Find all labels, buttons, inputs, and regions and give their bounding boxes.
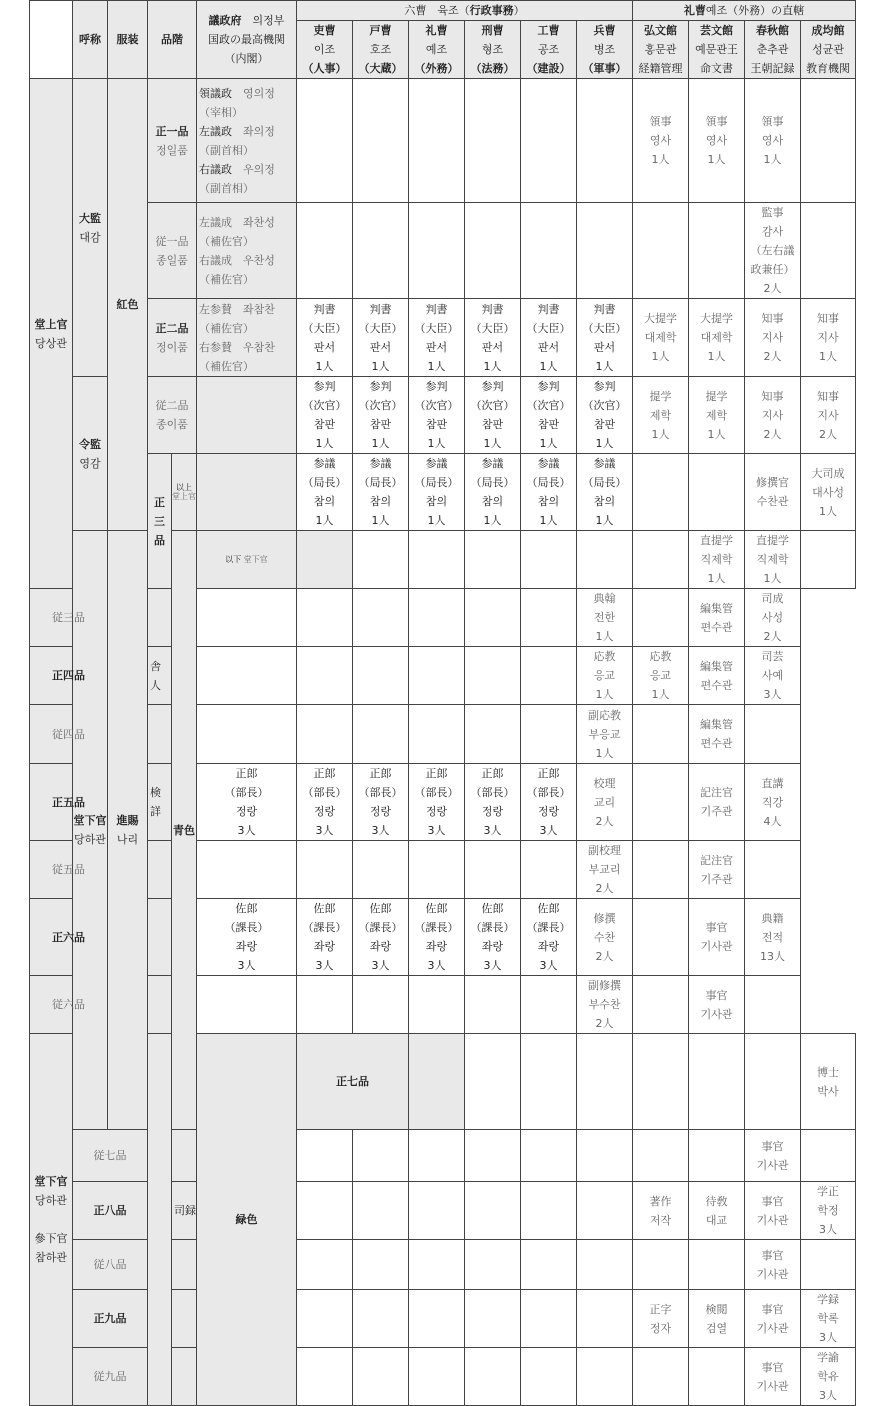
- hongmungwan-cell: 校理 교리 2人: [577, 764, 633, 841]
- uijeongbu-cell: [197, 377, 297, 454]
- table-cell: [465, 1240, 521, 1290]
- table-cell: [409, 203, 465, 299]
- hongmungwan-cell: 大提学 대제학 1人: [633, 299, 689, 377]
- table-cell: [465, 589, 521, 647]
- chunchugwan-cell: 修撰官 수찬관: [745, 454, 801, 531]
- table-cell: [521, 841, 577, 899]
- hongmungwan-cell: 副修撰 부수찬 2人: [577, 976, 633, 1034]
- table-cell: [353, 1130, 409, 1182]
- table-cell: [521, 203, 577, 299]
- hyeongjo-cell: 参判 （次官） 참판 1人: [465, 377, 521, 454]
- hongmungwan-cell: 提学 제학 1人: [633, 377, 689, 454]
- table-cell: [577, 1290, 633, 1348]
- byeongjo-cell: 佐郎 （課長） 좌랑 3人: [521, 899, 577, 976]
- table-cell: [801, 1130, 856, 1182]
- table-cell: [297, 1182, 353, 1240]
- header-col-yemungwan: 芸文館 예문관王 命文書: [689, 21, 745, 79]
- hongmungwan-cell: 博士 박사: [801, 1034, 856, 1130]
- table-cell: [465, 1348, 521, 1406]
- table-cell: [409, 1130, 465, 1182]
- table-cell: [297, 79, 353, 203]
- table-cell: [409, 1240, 465, 1290]
- table-cell: [297, 1130, 353, 1182]
- seonggyungwan-cell: 知事 지사 1人: [801, 299, 856, 377]
- seonggyungwan-cell: 司芸 사예 3人: [745, 647, 801, 705]
- group-dangsanggwan: 堂上官 당상관: [30, 79, 73, 589]
- table-cell: [197, 705, 297, 764]
- table-cell: [633, 531, 689, 589]
- table-cell: [353, 1182, 409, 1240]
- table-cell: [577, 1240, 633, 1290]
- rank-cell: 従三品: [30, 589, 108, 647]
- group-nari-cont: [148, 1034, 172, 1406]
- table-cell: [633, 454, 689, 531]
- ijo-cell: 正郎 （部長） 정랑 3人: [197, 764, 297, 841]
- uijeongbu-cell: [172, 1290, 197, 1348]
- table-cell: [801, 1240, 856, 1290]
- hongmungwan-cell: 応教 응교 1人: [577, 647, 633, 705]
- table-cell: [745, 705, 801, 764]
- table-cell: [633, 203, 689, 299]
- table-cell: [577, 203, 633, 299]
- hongmungwan-cell: 著作 저작: [633, 1182, 689, 1240]
- table-cell: [633, 1240, 689, 1290]
- hongmungwan-cell: 正字 정자: [633, 1290, 689, 1348]
- table-cell: [353, 647, 409, 705]
- table-cell: [353, 1348, 409, 1406]
- table-cell: [297, 976, 353, 1034]
- table-cell: [297, 203, 353, 299]
- rank-cell: 正七品: [297, 1034, 409, 1130]
- rank-cell: 正四品: [30, 647, 108, 705]
- hyeongjo-cell: 参議 （局長） 참의 1人: [465, 454, 521, 531]
- table-cell: [633, 589, 689, 647]
- rank-cell: 従九品: [73, 1348, 148, 1406]
- corner-cell: [30, 1, 73, 79]
- seonggyungwan-cell: 知事 지사 2人: [801, 377, 856, 454]
- hyeongjo-cell: 正郎 （部長） 정랑 3人: [409, 764, 465, 841]
- table-cell: [689, 1348, 745, 1406]
- table-cell: [409, 705, 465, 764]
- hojo-cell: 参議 （局長） 참의 1人: [353, 454, 409, 531]
- table-cell: [353, 79, 409, 203]
- chunchugwan-cell: 事官 기사관: [745, 1348, 801, 1406]
- table-cell: [297, 1348, 353, 1406]
- yemungwan-cell: 応教 응교 1人: [633, 647, 689, 705]
- hojo-cell: 佐郎 （課長） 좌랑 3人: [297, 899, 353, 976]
- uijeongbu-cell: 左議成 좌찬성 （補佐官） 右議成 우찬성 （補佐官）: [197, 203, 297, 299]
- uijeongbu-cell: [148, 841, 172, 899]
- uijeongbu-cell: [197, 454, 297, 531]
- table-cell: [633, 1348, 689, 1406]
- chunchugwan-cell: 事官 기사관: [689, 899, 745, 976]
- table-cell: [521, 705, 577, 764]
- table-cell: [353, 589, 409, 647]
- table-cell: [197, 841, 297, 899]
- table-cell: [689, 203, 745, 299]
- rank-cell: 正二品 정이품: [148, 299, 197, 377]
- hojo-cell: 判書 （大臣） 판서 1人: [353, 299, 409, 377]
- table-cell: [297, 1290, 353, 1348]
- chunchugwan-cell: 編集管 편수관: [689, 647, 745, 705]
- table-cell: [465, 531, 521, 589]
- table-cell: [689, 454, 745, 531]
- table-cell: [521, 1034, 577, 1130]
- table-cell: [409, 1348, 465, 1406]
- rank-table-container: [29, 0, 855, 1406]
- rank-cell: 従四品: [30, 705, 108, 764]
- group-blue: 青色: [172, 531, 197, 1130]
- header-col-hyeongjo: 刑曹 형조 （法務）: [465, 21, 521, 79]
- header-col-ijo: 吏曹 이조 （人事）: [297, 21, 353, 79]
- rank-cell: 従七品: [73, 1130, 148, 1182]
- table-cell: [465, 1130, 521, 1182]
- rank-cell: 従一品 종일품: [148, 203, 197, 299]
- rank-cell: 正一品 정일품: [148, 79, 197, 203]
- uijeongbu-cell: [172, 1240, 197, 1290]
- table-cell: [577, 531, 633, 589]
- chunchugwan-cell: 編集管 편수관: [689, 589, 745, 647]
- table-cell: [353, 841, 409, 899]
- chunchugwan-cell: 領事 영사 1人: [745, 79, 801, 203]
- uijeongbu-cell: [148, 705, 172, 764]
- table-cell: [521, 79, 577, 203]
- table-cell: [409, 1182, 465, 1240]
- rank-cell: 従五品: [30, 841, 108, 899]
- rank-cell: 正六品: [30, 899, 108, 976]
- chunchugwan-cell: 事官 기사관: [745, 1290, 801, 1348]
- ijo-cell: 参判 （次官） 참판 1人: [297, 377, 353, 454]
- header-uijeongbu: 議政府 의정부 国政の最高機関 （内閣）: [197, 1, 297, 79]
- table-cell: [465, 1290, 521, 1348]
- uijeongbu-cell: [148, 976, 172, 1034]
- table-cell: [521, 1290, 577, 1348]
- table-cell: [577, 1034, 633, 1130]
- chunchugwan-cell: 記注官 기주관: [689, 841, 745, 899]
- header-pumgye: 品階: [148, 1, 197, 79]
- table-cell: [633, 1034, 689, 1130]
- table-cell: [197, 647, 297, 705]
- table-cell: [465, 79, 521, 203]
- header-col-chunchugwan: 春秋館 춘추관 王朝記録: [745, 21, 801, 79]
- table-cell: [465, 841, 521, 899]
- rank-cell: 従二品 종이품: [148, 377, 197, 454]
- uijeongbu-cell: [148, 589, 172, 647]
- group-red: 紅色: [108, 79, 148, 531]
- chunchugwan-cell: 事官 기사관: [745, 1130, 801, 1182]
- yemungwan-cell: 待敎 대교: [689, 1182, 745, 1240]
- hongmungwan-cell: 領事 영사 1人: [633, 79, 689, 203]
- table-cell: [577, 1348, 633, 1406]
- hojo-cell: 参判 （次官） 참판 1人: [353, 377, 409, 454]
- rank-jeong3-cell: 正 三 品: [148, 454, 172, 589]
- table-cell: [197, 589, 297, 647]
- header-liujo: 六曹 육조（行政事務）: [297, 1, 633, 21]
- table-cell: [197, 976, 297, 1034]
- header-col-yejo: 礼曹 예조 （外務）: [409, 21, 465, 79]
- uijeongbu-cell: [297, 531, 353, 589]
- table-cell: [353, 1290, 409, 1348]
- table-cell: [297, 647, 353, 705]
- table-cell: [465, 705, 521, 764]
- table-cell: [353, 531, 409, 589]
- rank-cell: 従六品: [30, 976, 108, 1034]
- table-cell: [633, 841, 689, 899]
- uijeongbu-cell: [409, 1034, 465, 1130]
- uijeongbu-cell: 検詳: [148, 764, 172, 841]
- table-cell: [465, 203, 521, 299]
- yemungwan-cell: 提学 제학 1人: [689, 377, 745, 454]
- yejo-cell: 参判 （次官） 참판 1人: [409, 377, 465, 454]
- table-cell: [297, 589, 353, 647]
- table-cell: [745, 1034, 801, 1130]
- uijeongbu-cell: 領議政 영의정 （宰相） 左議政 좌의정 （副首相） 右議政 우의정 （副首相）: [197, 79, 297, 203]
- yemungwan-cell: 大提学 대제학 1人: [689, 299, 745, 377]
- chunchugwan-cell: 事官 기사관: [689, 976, 745, 1034]
- table-cell: [465, 1182, 521, 1240]
- table-cell: [297, 1240, 353, 1290]
- table-cell: [409, 647, 465, 705]
- yemungwan-cell: 領事 영사 1人: [689, 79, 745, 203]
- gongjo-cell: 判書 （大臣） 판서 1人: [521, 299, 577, 377]
- table-cell: [465, 647, 521, 705]
- seonggyungwan-cell: 学正 학정 3人: [801, 1182, 856, 1240]
- header-hoching: 呼称: [73, 1, 108, 79]
- gongjo-cell: 参判 （次官） 참판 1人: [521, 377, 577, 454]
- rank-cell: 正八品: [73, 1182, 148, 1240]
- table-cell: [577, 79, 633, 203]
- table-cell: [577, 1182, 633, 1240]
- gongjo-cell: 正郎 （部長） 정랑 3人: [465, 764, 521, 841]
- table-cell: [409, 589, 465, 647]
- rank-cell: 正九品: [73, 1290, 148, 1348]
- ijo-cell: 佐郎 （課長） 좌랑 3人: [197, 899, 297, 976]
- ijo-cell: 参議 （局長） 참의 1人: [297, 454, 353, 531]
- uijeongbu-cell: 左参賛 좌참찬 （補佐官） 右参賛 우참찬 （補佐官）: [197, 299, 297, 377]
- table-cell: [633, 764, 689, 841]
- table-cell: [521, 589, 577, 647]
- header-col-seonggyungwan: 成均館 성균관 教育機関: [801, 21, 856, 79]
- table-cell: [801, 203, 856, 299]
- byeongjo-cell: 参判 （次官） 참판 1人: [577, 377, 633, 454]
- table-cell: [353, 705, 409, 764]
- rank-jeong3-iha-cell: 以下 堂下官: [197, 531, 297, 589]
- chunchugwan-cell: 知事 지사 2人: [745, 377, 801, 454]
- yejo-cell: 参議 （局長） 참의 1人: [409, 454, 465, 531]
- table-cell: [689, 1130, 745, 1182]
- rank-cell: 正五品: [30, 764, 108, 841]
- chunchugwan-cell: 事官 기사관: [745, 1240, 801, 1290]
- table-cell: [353, 976, 409, 1034]
- uijeongbu-cell: [172, 1348, 197, 1406]
- table-cell: [465, 976, 521, 1034]
- joseon-rank-table: [29, 0, 856, 1406]
- table-cell: [521, 531, 577, 589]
- table-cell: [409, 1290, 465, 1348]
- table-cell: [633, 1130, 689, 1182]
- chunchugwan-cell: 監事 감사 （左右議 政兼任） 2人: [745, 203, 801, 299]
- gongjo-cell: 佐郎 （課長） 좌랑 3人: [465, 899, 521, 976]
- table-cell: [521, 1182, 577, 1240]
- table-cell: [633, 705, 689, 764]
- table-cell: [801, 79, 856, 203]
- hongmungwan-cell: 直提学 직제학 1人: [689, 531, 745, 589]
- hongmungwan-cell: 修撰 수찬 2人: [577, 899, 633, 976]
- table-cell: [689, 1240, 745, 1290]
- yemungwan-cell: 検閲 검열: [689, 1290, 745, 1348]
- table-cell: [577, 1130, 633, 1182]
- table-cell: [297, 705, 353, 764]
- table-cell: [409, 841, 465, 899]
- table-cell: [409, 976, 465, 1034]
- hojo-cell: 正郎 （部長） 정랑 3人: [297, 764, 353, 841]
- header-boksang: 服装: [108, 1, 148, 79]
- chunchugwan-cell: 事官 기사관: [745, 1182, 801, 1240]
- uijeongbu-cell: 舎人: [148, 647, 172, 705]
- table-cell: [801, 531, 856, 589]
- header-col-hojo: 戸曹 호조 （大蔵）: [353, 21, 409, 79]
- yejo-cell: 正郎 （部長） 정랑 3人: [353, 764, 409, 841]
- rank-cell: 従八品: [73, 1240, 148, 1290]
- table-cell: [409, 79, 465, 203]
- group-green: 緑色: [197, 1034, 297, 1406]
- table-cell: [521, 647, 577, 705]
- hyeongjo-cell: 判書 （大臣） 판서 1人: [465, 299, 521, 377]
- chunchugwan-cell: 編集管 편수관: [689, 705, 745, 764]
- seonggyungwan-cell: 直講 직강 4人: [745, 764, 801, 841]
- byeongjo-cell: 判書 （大臣） 판서 1人: [577, 299, 633, 377]
- header-col-gongjo: 工曹 공조 （建設）: [521, 21, 577, 79]
- hongmungwan-cell: 典翰 전한 1人: [577, 589, 633, 647]
- table-cell: [689, 1034, 745, 1130]
- table-cell: [633, 976, 689, 1034]
- group-daegam: 大監 대감: [73, 79, 108, 377]
- uijeongbu-cell: 司録: [172, 1182, 197, 1240]
- uijeongbu-cell: [148, 899, 172, 976]
- table-cell: [745, 976, 801, 1034]
- table-cell: [745, 841, 801, 899]
- chunchugwan-cell: 知事 지사 2人: [745, 299, 801, 377]
- yemungwan-cell: 直提学 직제학 1人: [745, 531, 801, 589]
- hongmungwan-cell: 副応教 부응교 1人: [577, 705, 633, 764]
- table-cell: [465, 1034, 521, 1130]
- chunchugwan-cell: 記注官 기주관: [689, 764, 745, 841]
- table-cell: [353, 203, 409, 299]
- table-cell: [633, 899, 689, 976]
- group-yeonggam: 令監 영감: [73, 377, 108, 531]
- hyeongjo-cell: 佐郎 （課長） 좌랑 3人: [409, 899, 465, 976]
- byeongjo-cell: 参議 （局長） 참의 1人: [577, 454, 633, 531]
- seonggyungwan-cell: 学諭 학유 3人: [801, 1348, 856, 1406]
- group-nari: 進賜 나리: [108, 531, 148, 1130]
- table-cell: [521, 1240, 577, 1290]
- seonggyungwan-cell: 大司成 대사성 1人: [801, 454, 856, 531]
- seonggyungwan-cell: 司成 사성 2人: [745, 589, 801, 647]
- hongmungwan-cell: 副校理 부교리 2人: [577, 841, 633, 899]
- table-cell: [297, 841, 353, 899]
- group-danghagwan-chamhagwan: 堂下官 당하관 參下官 참하관: [30, 1034, 73, 1406]
- table-cell: [409, 531, 465, 589]
- header-yejo-direct: 礼曹예조（外務）の直轄: [633, 1, 856, 21]
- gongjo-cell: 参議 （局長） 참의 1人: [521, 454, 577, 531]
- header-col-hongmungwan: 弘文館 홍문관 経籍管理: [633, 21, 689, 79]
- ijo-cell: 判書 （大臣） 판서 1人: [297, 299, 353, 377]
- table-cell: [521, 1130, 577, 1182]
- rank-jeong3-ie-cell: 以上 堂上官: [172, 454, 197, 531]
- uijeongbu-cell: [172, 1130, 197, 1182]
- seonggyungwan-cell: 典籍 전적 13人: [745, 899, 801, 976]
- byeongjo-cell: 正郎 （部長） 정랑 3人: [521, 764, 577, 841]
- seonggyungwan-cell: 学録 학록 3人: [801, 1290, 856, 1348]
- yejo-cell: 佐郎 （課長） 좌랑 3人: [353, 899, 409, 976]
- table-cell: [353, 1240, 409, 1290]
- group-danghagwan-a: 堂下官 당하관: [73, 531, 108, 1130]
- table-cell: [521, 1348, 577, 1406]
- yejo-cell: 判書 （大臣） 판서 1人: [409, 299, 465, 377]
- header-col-byeongjo: 兵曹 병조 （軍事）: [577, 21, 633, 79]
- table-cell: [521, 976, 577, 1034]
